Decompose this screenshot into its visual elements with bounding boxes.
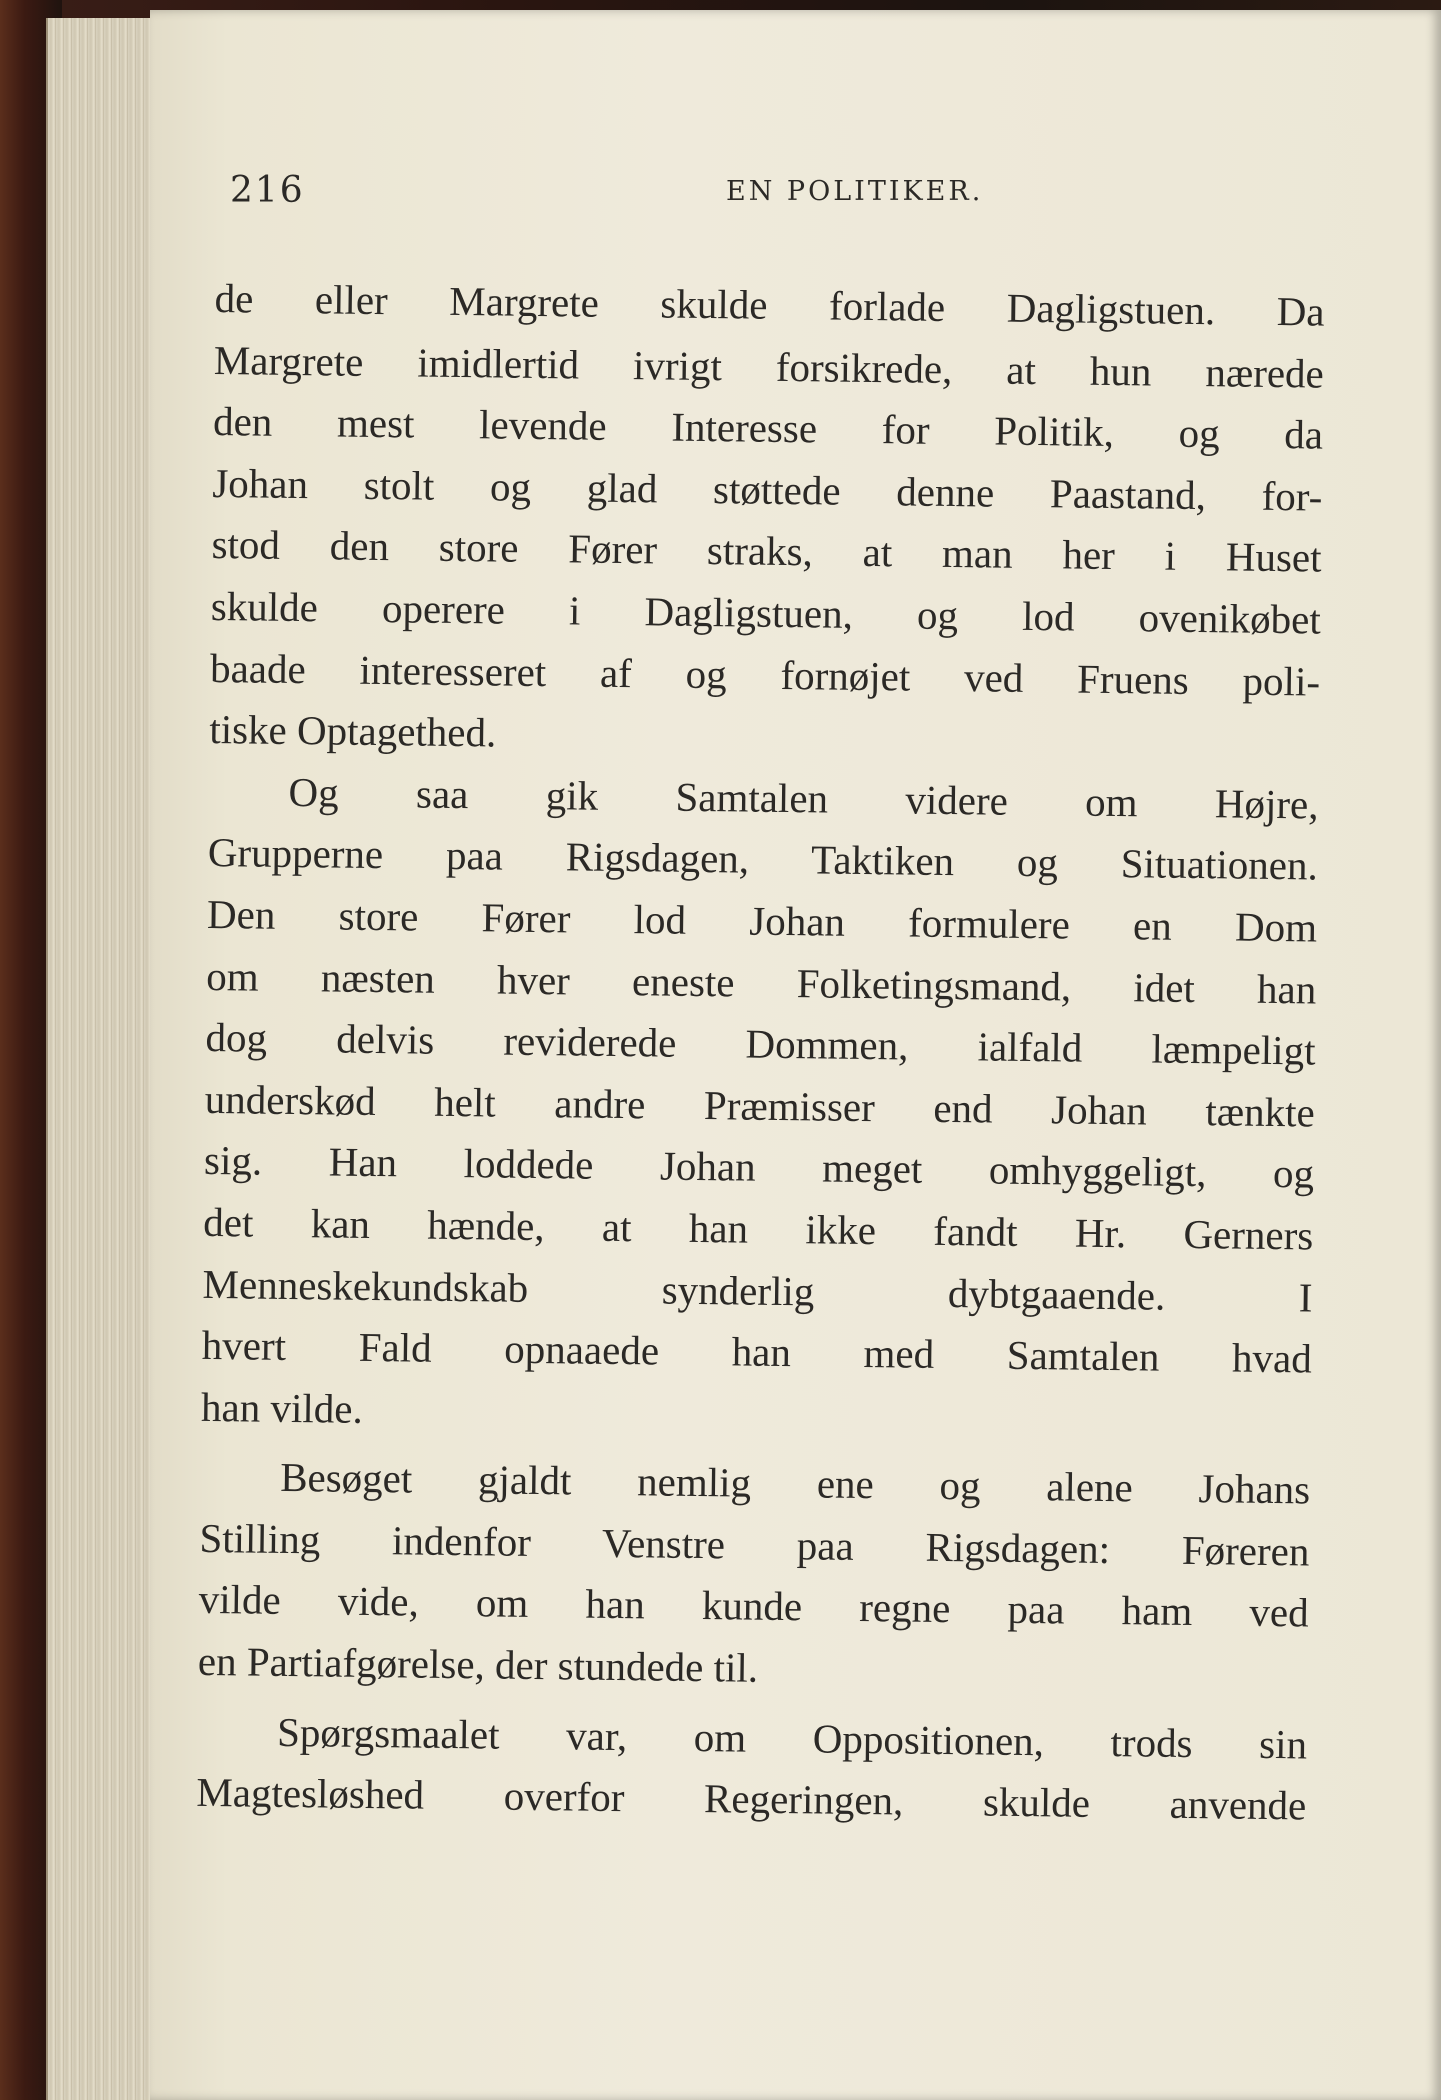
text-line: baade interesseret af og fornøjet ved Fruens poli-: [209, 644, 1321, 705]
text-line: om næsten hver eneste Folketingsmand, idet han: [206, 952, 1317, 1013]
text-line: hvert Fald opnaaede han med Samtalen hvad: [201, 1322, 1313, 1382]
paragraph: [196, 1701, 1307, 1838]
paragraph: [209, 268, 1325, 774]
text-line: Den store Fører lod Johan formulere en Dom: [206, 890, 1318, 951]
text-line: underskød helt andre Præmisser end Johan tænkte: [204, 1075, 1316, 1136]
paragraph: [198, 1446, 1311, 1706]
text-line: Magtesløshed overfor Regeringen, skulde anvende: [196, 1769, 1307, 1829]
text-line: Margrete imidlertid ivrigt forsikrede, at hun nærede: [213, 336, 1325, 397]
text-line: den mest levende Interesse for Politik, og da: [212, 398, 1324, 458]
running-head: EN POLITIKER.: [726, 176, 984, 207]
text-line: sig. Han loddede Johan meget omhyggeligt, og: [203, 1137, 1315, 1197]
text-line: Spørgsmaalet var, om Oppositionen, trods sin: [276, 1708, 1308, 1768]
paragraph: [201, 761, 1319, 1452]
text-line: de eller Margrete skulde forlade Dagligstuen. Da: [214, 274, 1325, 335]
text-line: Johan stolt og glad støttede denne Paastand, for-: [212, 459, 1323, 520]
text-line: stod den store Fører straks, at man her i Huset: [211, 521, 1322, 581]
text-line: Menneskekundskab synderlig dybtgaaende. I: [202, 1260, 1313, 1320]
page-number: 216: [230, 170, 305, 211]
text-line: vilde vide, om han kunde regne paa ham ved: [198, 1576, 1309, 1636]
text-line: Grupperne paa Rigsdagen, Taktiken og Situationen.: [207, 829, 1319, 889]
text-line: en Partiafgørelse, der stundede til.: [197, 1637, 759, 1691]
text-line: tiske Optagethed.: [209, 706, 497, 756]
text-line: dog delvis reviderede Dommen, ialfald læmpeligt: [205, 1014, 1316, 1074]
text-line: skulde operere i Dagligstuen, og lod ovenikøbet: [210, 582, 1322, 643]
body-text: [196, 268, 1325, 1837]
text-line: Og saa gik Samtalen videre om Højre,: [288, 768, 1319, 828]
text-line: Besøget gjaldt nemlig ene og alene Johans: [279, 1454, 1311, 1513]
text-line: det kan hænde, at han ikke fandt Hr. Gerners: [203, 1198, 1314, 1259]
text-line: Stilling indenfor Venstre paa Rigsdagen: Føreren: [199, 1514, 1310, 1575]
page-header: [230, 170, 1230, 220]
text-line: han vilde.: [200, 1383, 364, 1432]
